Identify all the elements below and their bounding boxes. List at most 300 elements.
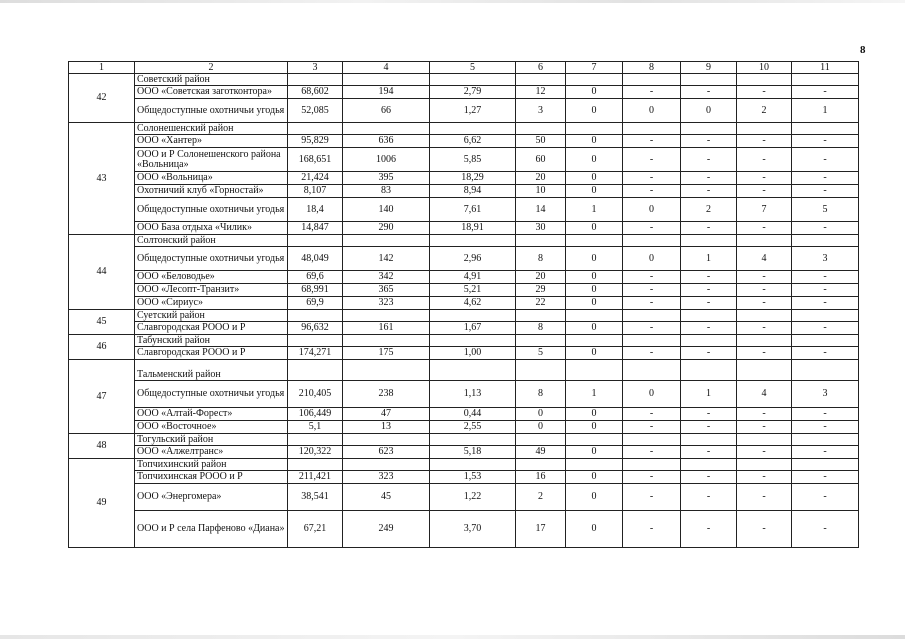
value-cell: 4,91 [430, 271, 516, 284]
header-cell: 1 [69, 62, 135, 74]
value-cell: 0 [566, 408, 623, 421]
table-row [69, 135, 859, 148]
value-cell: 0 [566, 135, 623, 148]
entity-name: ООО «Беловодье» [135, 271, 288, 284]
table-row [69, 172, 859, 185]
value-cell: - [792, 408, 859, 421]
value-cell: 2,55 [430, 421, 516, 434]
empty-cell [430, 235, 516, 247]
value-cell: 0 [566, 511, 623, 548]
value-cell: - [681, 222, 737, 235]
value-cell: 2 [681, 198, 737, 222]
table-row [69, 421, 859, 434]
value-cell: - [737, 222, 792, 235]
empty-cell [566, 74, 623, 86]
value-cell: 20 [516, 172, 566, 185]
value-cell: 5,1 [288, 421, 343, 434]
value-cell: 47 [343, 408, 430, 421]
empty-cell [792, 335, 859, 347]
value-cell: 95,829 [288, 135, 343, 148]
empty-cell [516, 74, 566, 86]
district-row [69, 235, 859, 247]
empty-cell [343, 434, 430, 446]
empty-cell [792, 360, 859, 381]
district-name: Табунский район [135, 335, 288, 347]
value-cell: 5,21 [430, 284, 516, 297]
value-cell: - [681, 185, 737, 198]
value-cell: 17 [516, 511, 566, 548]
entity-name: Общедоступные охотничьи угодья [135, 99, 288, 123]
empty-cell [343, 235, 430, 247]
district-name: Топчихинский район [135, 459, 288, 471]
empty-cell [623, 459, 681, 471]
district-row [69, 335, 859, 347]
table-row [69, 347, 859, 360]
value-cell: 0 [566, 271, 623, 284]
table-row [69, 198, 859, 222]
empty-cell [681, 434, 737, 446]
table-row [69, 484, 859, 511]
value-cell: 2,96 [430, 247, 516, 271]
value-cell: - [681, 484, 737, 511]
value-cell: 1 [566, 198, 623, 222]
table-row [69, 247, 859, 271]
value-cell: 323 [343, 297, 430, 310]
entity-name: ООО и Р Солонешенского района «Вольница» [135, 148, 288, 172]
value-cell: - [737, 446, 792, 459]
empty-cell [623, 360, 681, 381]
entity-name: ООО «Алжелтранс» [135, 446, 288, 459]
empty-cell [430, 310, 516, 322]
value-cell: 3 [792, 381, 859, 408]
table-row [69, 471, 859, 484]
district-name: Тальменский район [135, 360, 288, 381]
empty-cell [288, 310, 343, 322]
empty-cell [430, 123, 516, 135]
value-cell: 8,94 [430, 185, 516, 198]
value-cell: 45 [343, 484, 430, 511]
value-cell: 210,405 [288, 381, 343, 408]
value-cell: 21,424 [288, 172, 343, 185]
empty-cell [288, 360, 343, 381]
value-cell: 8 [516, 322, 566, 335]
table-row [69, 271, 859, 284]
value-cell: - [737, 347, 792, 360]
value-cell: 67,21 [288, 511, 343, 548]
value-cell: 1,22 [430, 484, 516, 511]
value-cell: - [623, 148, 681, 172]
value-cell: - [623, 446, 681, 459]
value-cell: 8 [516, 381, 566, 408]
district-row [69, 360, 859, 381]
entity-name: Общедоступные охотничьи угодья [135, 247, 288, 271]
value-cell: 1,53 [430, 471, 516, 484]
empty-cell [343, 459, 430, 471]
scan-edge-top [0, 0, 905, 3]
value-cell: - [737, 421, 792, 434]
empty-cell [681, 235, 737, 247]
value-cell: 0 [566, 172, 623, 185]
empty-cell [681, 310, 737, 322]
header-cell: 11 [792, 62, 859, 74]
value-cell: 69,9 [288, 297, 343, 310]
value-cell: 0 [566, 185, 623, 198]
value-cell: 5,85 [430, 148, 516, 172]
table-body [69, 62, 859, 548]
value-cell: 12 [516, 86, 566, 99]
value-cell: - [623, 471, 681, 484]
empty-cell [623, 335, 681, 347]
table-row [69, 222, 859, 235]
empty-cell [516, 434, 566, 446]
table-row [69, 297, 859, 310]
value-cell: 1 [681, 381, 737, 408]
entity-name: Общедоступные охотничьи угодья [135, 198, 288, 222]
empty-cell [681, 123, 737, 135]
empty-cell [737, 74, 792, 86]
empty-cell [516, 335, 566, 347]
empty-cell [737, 335, 792, 347]
empty-cell [566, 459, 623, 471]
value-cell: 1,00 [430, 347, 516, 360]
header-cell: 8 [623, 62, 681, 74]
entity-name: Топчихинская РООО и Р [135, 471, 288, 484]
empty-cell [516, 235, 566, 247]
empty-cell [566, 310, 623, 322]
value-cell: 290 [343, 222, 430, 235]
header-cell: 9 [681, 62, 737, 74]
value-cell: - [681, 284, 737, 297]
empty-cell [681, 335, 737, 347]
district-row [69, 459, 859, 471]
value-cell: 16 [516, 471, 566, 484]
value-cell: - [737, 284, 792, 297]
empty-cell [516, 310, 566, 322]
district-name: Тогульский район [135, 434, 288, 446]
district-name: Солонешенский район [135, 123, 288, 135]
value-cell: 22 [516, 297, 566, 310]
value-cell: 6,62 [430, 135, 516, 148]
entity-name: ООО База отдыха «Чилик» [135, 222, 288, 235]
table-row [69, 511, 859, 548]
district-row [69, 74, 859, 86]
value-cell: 68,602 [288, 86, 343, 99]
value-cell: 5,18 [430, 446, 516, 459]
header-cell: 10 [737, 62, 792, 74]
value-cell: 3 [792, 247, 859, 271]
empty-cell [792, 310, 859, 322]
value-cell: 120,322 [288, 446, 343, 459]
table-row [69, 381, 859, 408]
value-cell: - [681, 148, 737, 172]
value-cell: 249 [343, 511, 430, 548]
value-cell: 1006 [343, 148, 430, 172]
district-name: Суетский район [135, 310, 288, 322]
value-cell: 4,62 [430, 297, 516, 310]
value-cell: 96,632 [288, 322, 343, 335]
value-cell: 3 [516, 99, 566, 123]
entity-name: ООО «Алтай-Форест» [135, 408, 288, 421]
entity-name: ООО и Р села Парфеново «Диана» [135, 511, 288, 548]
value-cell: 29 [516, 284, 566, 297]
table-row [69, 408, 859, 421]
empty-cell [516, 360, 566, 381]
header-cell: 2 [135, 62, 288, 74]
value-cell: - [681, 322, 737, 335]
value-cell: 0 [566, 99, 623, 123]
empty-cell [792, 459, 859, 471]
value-cell: 7,61 [430, 198, 516, 222]
empty-cell [288, 459, 343, 471]
value-cell: 4 [737, 381, 792, 408]
header-cell: 3 [288, 62, 343, 74]
value-cell: 0 [566, 446, 623, 459]
value-cell: 106,449 [288, 408, 343, 421]
value-cell: 7 [737, 198, 792, 222]
value-cell: 1 [681, 247, 737, 271]
value-cell: 0 [566, 421, 623, 434]
value-cell: 14,847 [288, 222, 343, 235]
value-cell: 211,421 [288, 471, 343, 484]
value-cell: - [792, 135, 859, 148]
value-cell: 0 [623, 381, 681, 408]
value-cell: 8,107 [288, 185, 343, 198]
value-cell: - [623, 322, 681, 335]
empty-cell [792, 235, 859, 247]
value-cell: - [737, 135, 792, 148]
value-cell: 0 [566, 347, 623, 360]
value-cell: - [737, 484, 792, 511]
empty-cell [343, 123, 430, 135]
district-name: Солтонский район [135, 235, 288, 247]
value-cell: - [792, 271, 859, 284]
value-cell: - [737, 185, 792, 198]
value-cell: 30 [516, 222, 566, 235]
data-table [68, 61, 859, 548]
entity-name: ООО «Восточное» [135, 421, 288, 434]
value-cell: 395 [343, 172, 430, 185]
value-cell: 3,70 [430, 511, 516, 548]
empty-cell [737, 235, 792, 247]
value-cell: - [792, 322, 859, 335]
empty-cell [792, 434, 859, 446]
empty-cell [792, 123, 859, 135]
value-cell: - [737, 86, 792, 99]
scan-edge-bottom [0, 635, 905, 639]
value-cell: 0 [566, 247, 623, 271]
value-cell: - [623, 297, 681, 310]
value-cell: 1,27 [430, 99, 516, 123]
empty-cell [623, 235, 681, 247]
header-cell: 6 [516, 62, 566, 74]
value-cell: 18,91 [430, 222, 516, 235]
value-cell: - [792, 185, 859, 198]
value-cell: - [623, 421, 681, 434]
value-cell: 1 [792, 99, 859, 123]
value-cell: - [681, 471, 737, 484]
empty-cell [288, 335, 343, 347]
value-cell: - [792, 86, 859, 99]
value-cell: - [737, 471, 792, 484]
value-cell: 8 [516, 247, 566, 271]
value-cell: 0 [566, 297, 623, 310]
empty-cell [792, 74, 859, 86]
empty-cell [566, 123, 623, 135]
value-cell: - [623, 86, 681, 99]
value-cell: - [681, 408, 737, 421]
value-cell: 0 [516, 421, 566, 434]
value-cell: - [623, 271, 681, 284]
value-cell: - [623, 172, 681, 185]
value-cell: 194 [343, 86, 430, 99]
value-cell: - [737, 408, 792, 421]
value-cell: - [737, 148, 792, 172]
empty-cell [737, 434, 792, 446]
value-cell: 83 [343, 185, 430, 198]
empty-cell [681, 74, 737, 86]
value-cell: 38,541 [288, 484, 343, 511]
table-row [69, 86, 859, 99]
empty-cell [288, 74, 343, 86]
value-cell: 142 [343, 247, 430, 271]
empty-cell [623, 74, 681, 86]
value-cell: - [792, 284, 859, 297]
value-cell: - [792, 421, 859, 434]
value-cell: 2,79 [430, 86, 516, 99]
value-cell: 60 [516, 148, 566, 172]
value-cell: - [792, 471, 859, 484]
value-cell: 0 [566, 471, 623, 484]
empty-cell [737, 123, 792, 135]
district-row [69, 310, 859, 322]
value-cell: 1 [566, 381, 623, 408]
value-cell: 342 [343, 271, 430, 284]
value-cell: - [737, 271, 792, 284]
district-row [69, 123, 859, 135]
value-cell: 18,29 [430, 172, 516, 185]
header-cell: 7 [566, 62, 623, 74]
empty-cell [343, 360, 430, 381]
value-cell: 636 [343, 135, 430, 148]
header-cell: 5 [430, 62, 516, 74]
value-cell: 0 [566, 322, 623, 335]
value-cell: 52,085 [288, 99, 343, 123]
empty-cell [430, 434, 516, 446]
value-cell: 13 [343, 421, 430, 434]
entity-name: ООО «Лесопт-Транзит» [135, 284, 288, 297]
value-cell: 2 [737, 99, 792, 123]
table-row [69, 148, 859, 172]
value-cell: - [792, 297, 859, 310]
entity-name: Охотничий клуб «Горностай» [135, 185, 288, 198]
value-cell: - [681, 347, 737, 360]
value-cell: 14 [516, 198, 566, 222]
value-cell: 175 [343, 347, 430, 360]
district-name: Советский район [135, 74, 288, 86]
value-cell: 2 [516, 484, 566, 511]
value-cell: 50 [516, 135, 566, 148]
entity-name: ООО «Энергомера» [135, 484, 288, 511]
value-cell: 168,651 [288, 148, 343, 172]
value-cell: - [792, 222, 859, 235]
empty-cell [623, 434, 681, 446]
page-number: 8 [860, 44, 866, 56]
empty-cell [343, 74, 430, 86]
value-cell: - [792, 172, 859, 185]
entity-name: ООО «Советская заготконтора» [135, 86, 288, 99]
value-cell: - [681, 511, 737, 548]
value-cell: 0 [566, 284, 623, 297]
value-cell: 4 [737, 247, 792, 271]
value-cell: - [792, 484, 859, 511]
empty-cell [430, 74, 516, 86]
value-cell: 0 [623, 99, 681, 123]
empty-cell [737, 459, 792, 471]
entity-name: ООО «Сириус» [135, 297, 288, 310]
value-cell: 323 [343, 471, 430, 484]
value-cell: 174,271 [288, 347, 343, 360]
value-cell: 1,67 [430, 322, 516, 335]
district-row [69, 434, 859, 446]
value-cell: 0,44 [430, 408, 516, 421]
value-cell: - [792, 347, 859, 360]
empty-cell [288, 235, 343, 247]
entity-name: ООО «Хантер» [135, 135, 288, 148]
value-cell: 140 [343, 198, 430, 222]
empty-cell [566, 335, 623, 347]
value-cell: 0 [623, 247, 681, 271]
value-cell: 0 [566, 222, 623, 235]
empty-cell [681, 459, 737, 471]
row-number: 46 [69, 335, 135, 360]
value-cell: - [681, 271, 737, 284]
value-cell: - [681, 297, 737, 310]
entity-name: Славгородская РООО и Р [135, 322, 288, 335]
table-row [69, 446, 859, 459]
entity-name: Славгородская РООО и Р [135, 347, 288, 360]
empty-cell [288, 434, 343, 446]
value-cell: 0 [566, 86, 623, 99]
value-cell: - [737, 172, 792, 185]
empty-cell [430, 335, 516, 347]
value-cell: 69,6 [288, 271, 343, 284]
value-cell: 0 [566, 484, 623, 511]
value-cell: 5 [792, 198, 859, 222]
value-cell: 365 [343, 284, 430, 297]
empty-cell [566, 434, 623, 446]
entity-name: Общедоступные охотничьи угодья [135, 381, 288, 408]
value-cell: - [681, 172, 737, 185]
table-row [69, 322, 859, 335]
entity-name: ООО «Вольница» [135, 172, 288, 185]
table-row [69, 99, 859, 123]
value-cell: - [681, 135, 737, 148]
table-row [69, 185, 859, 198]
value-cell: 0 [516, 408, 566, 421]
value-cell: 48,049 [288, 247, 343, 271]
empty-cell [343, 310, 430, 322]
value-cell: - [792, 511, 859, 548]
empty-cell [737, 360, 792, 381]
value-cell: - [792, 148, 859, 172]
header-cell: 4 [343, 62, 430, 74]
value-cell: - [623, 135, 681, 148]
value-cell: - [623, 484, 681, 511]
value-cell: 49 [516, 446, 566, 459]
value-cell: 238 [343, 381, 430, 408]
value-cell: 0 [566, 148, 623, 172]
value-cell: - [623, 511, 681, 548]
